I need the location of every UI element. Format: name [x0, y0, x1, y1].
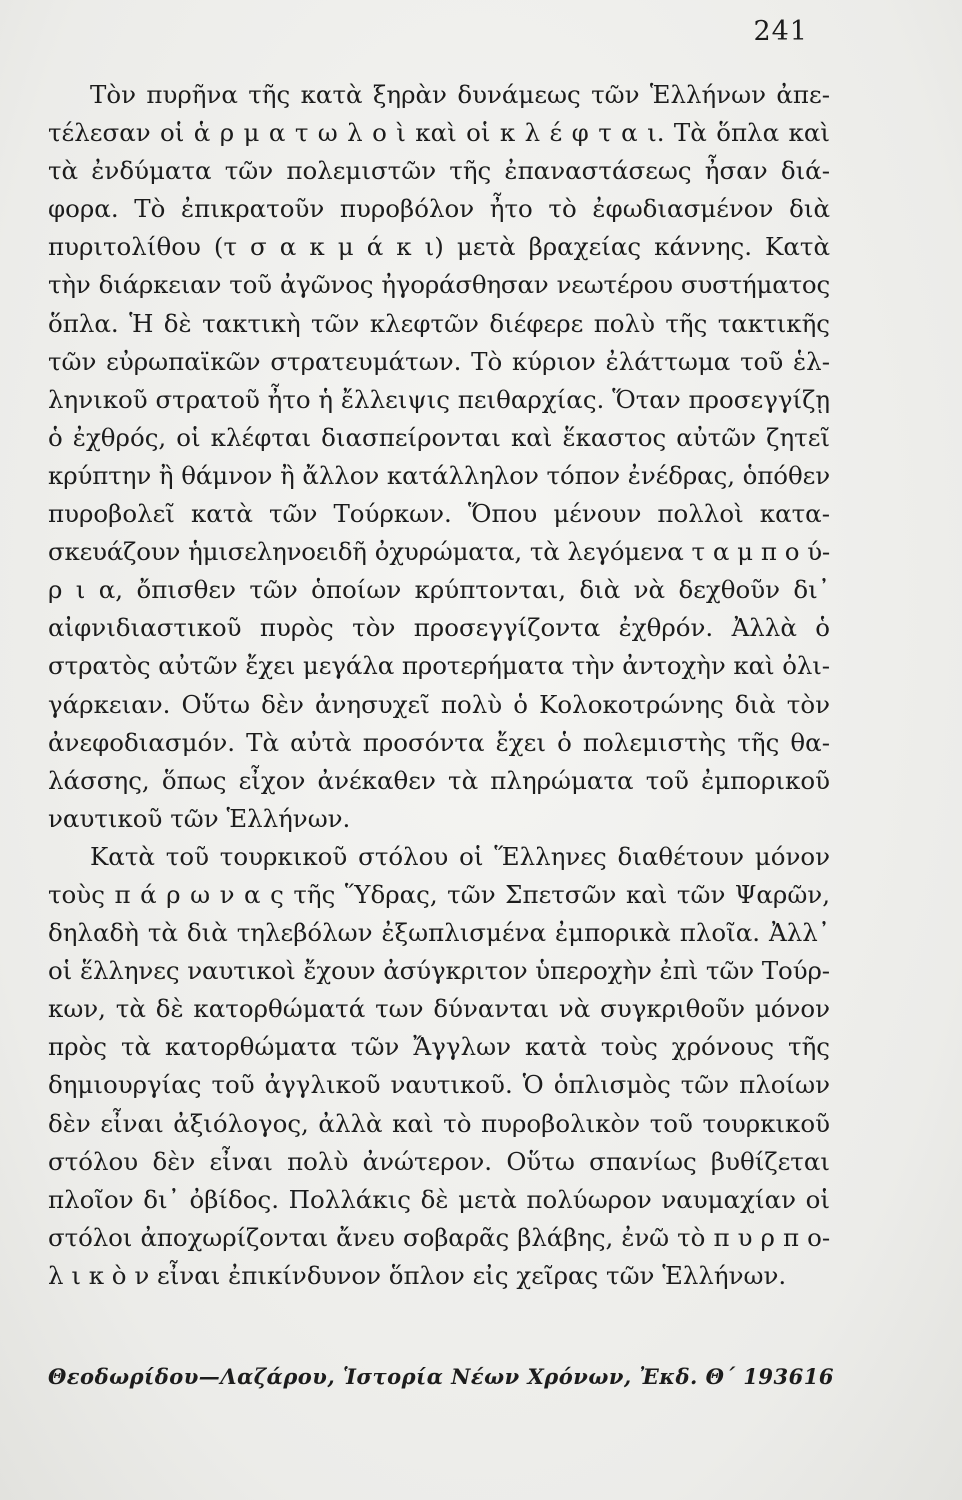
text-line: ὁ ἐχθρός, οἱ κλέφται διασπείρονται καὶ ἕκαστος αὐτῶν ζητεῖ — [48, 422, 830, 452]
text-line: πυροβολεῖ κατὰ τῶν Τούρκων. Ὅπου μένουν πολλοὶ κατα- — [48, 499, 830, 529]
text-line: λ ι κ ὸ ν εἶναι ἐπικίνδυνον ὅπλον εἰς χεῖρας τῶν Ἑλλήνων. — [48, 1260, 787, 1290]
text-line: στρατὸς αὐτῶν ἔχει μεγάλα προτερήματα τὴν ἀντοχὴν καὶ ὀλι- — [48, 651, 830, 681]
text-line: στόλοι ἀποχωρίζονται ἄνευ σοβαρᾶς βλάβης, ἐνῶ τὸ π υ ρ π ο- — [48, 1222, 830, 1252]
text-line: δημιουργίας τοῦ ἀγγλικοῦ ναυτικοῦ. Ὁ ὁπλισμὸς τῶν πλοίων — [48, 1070, 830, 1100]
text-line: λάσσης, ὅπως εἶχον ἀνέκαθεν τὰ πληρώματα τοῦ ἐμπορικοῦ — [48, 765, 830, 795]
text-line: στόλου δὲν εἶναι πολὺ ἀνώτερον. Οὕτω σπανίως βυθίζεται — [48, 1146, 830, 1176]
text-line: τὰ ἐνδύματα τῶν πολεμιστῶν τῆς ἐπαναστάσεως ἦσαν διά- — [48, 156, 830, 186]
body-text — [48, 76, 830, 1295]
text-line: ρ ι α, ὄπισθεν τῶν ὁποίων κρύπτονται, διὰ νὰ δεχθοῦν δι᾿ — [48, 575, 830, 605]
text-line: Κατὰ τοῦ τουρκικοῦ στόλου οἱ Ἕλληνες διαθέτουν μόνον — [90, 841, 830, 871]
text-line: κων, τὰ δὲ κατορθώματά των δύνανται νὰ συγκριθοῦν μόνον — [48, 994, 830, 1024]
text-line: γάρκειαν. Οὕτω δὲν ἀνησυχεῖ πολὺ ὁ Κολοκοτρώνης διὰ τὸν — [48, 689, 830, 719]
text-line: ἀνεφοδιασμόν. Τὰ αὐτὰ προσόντα ἔχει ὁ πολεμιστὴς τῆς θα- — [48, 727, 830, 757]
text-line: τὴν διάρκειαν τοῦ ἀγῶνος ἠγοράσθησαν νεωτέρου συστήματος — [48, 270, 830, 300]
text-line: πλοῖον δι᾿ ὀβίδος. Πολλάκις δὲ μετὰ πολύωρον ναυμαχίαν οἱ — [48, 1184, 830, 1214]
page-number: 241 — [753, 16, 808, 47]
text-line: τοὺς π ά ρ ω ν α ς τῆς Ὕδρας, τῶν Σπετσῶν καὶ τῶν Ψαρῶν, — [48, 879, 830, 909]
text-line: οἱ ἕλληνες ναυτικοὶ ἔχουν ἀσύγκριτον ὑπεροχὴν ἐπὶ τῶν Τούρ- — [48, 956, 830, 986]
footer-citation: Θεοδωρίδου—Λαζάρου, Ἱστορία Νέων Χρόνων, Ἐκδ. Θ΄ 1936 — [48, 1364, 804, 1389]
text-line: πυριτολίθου (τ σ α κ μ ά κ ι) μετὰ βραχείας κάννης. Κατὰ — [48, 232, 830, 262]
text-line: ληνικοῦ στρατοῦ ἦτο ἡ ἔλλειψις πειθαρχίας. Ὅταν προσεγγίζῃ — [48, 384, 831, 414]
text-line: ὅπλα. Ἡ δὲ τακτικὴ τῶν κλεφτῶν διέφερε πολὺ τῆς τακτικῆς — [48, 308, 830, 338]
text-line: κρύπτην ἢ θάμνον ἢ ἄλλον κατάλληλον τόπον ἐνέδρας, ὁπόθεν — [48, 460, 830, 490]
text-line: ναυτικοῦ τῶν Ἑλλήνων. — [48, 803, 351, 833]
text-line: τέλεσαν οἱ ἁ ρ μ α τ ω λ ο ὶ καὶ οἱ κ λ έ φ τ α ι. Τὰ ὅπλα καὶ — [48, 118, 830, 148]
footer-signature-number: 16 — [803, 1364, 834, 1389]
text-line: δηλαδὴ τὰ διὰ τηλεβόλων ἐξωπλισμένα ἐμπορικὰ πλοῖα. Ἀλλ᾿ — [48, 918, 830, 948]
page-footer — [48, 1364, 834, 1389]
text-line: τῶν εὐρωπαϊκῶν στρατευμάτων. Τὸ κύριον ἐλάττωμα τοῦ ἑλ- — [48, 346, 830, 376]
text-line: δὲν εἶναι ἀξιόλογος, ἀλλὰ καὶ τὸ πυροβολικὸν τοῦ τουρκικοῦ — [48, 1108, 830, 1138]
text-line: πρὸς τὰ κατορθώματα τῶν Ἄγγλων κατὰ τοὺς χρόνους τῆς — [48, 1032, 830, 1062]
text-line: αἰφνιδιαστικοῦ πυρὸς τὸν προσεγγίζοντα ἐχθρόν. Ἀλλὰ ὁ — [48, 613, 830, 643]
text-line: σκευάζουν ἡμισεληνοειδῆ ὀχυρώματα, τὰ λεγόμενα τ α μ π ο ύ- — [48, 537, 830, 567]
text-line: φορα. Τὸ ἐπικρατοῦν πυροβόλον ἦτο τὸ ἐφωδιασμένον διὰ — [48, 194, 830, 224]
text-line: Τὸν πυρῆνα τῆς κατὰ ξηρὰν δυνάμεως τῶν Ἑλλήνων ἀπε- — [90, 80, 830, 109]
